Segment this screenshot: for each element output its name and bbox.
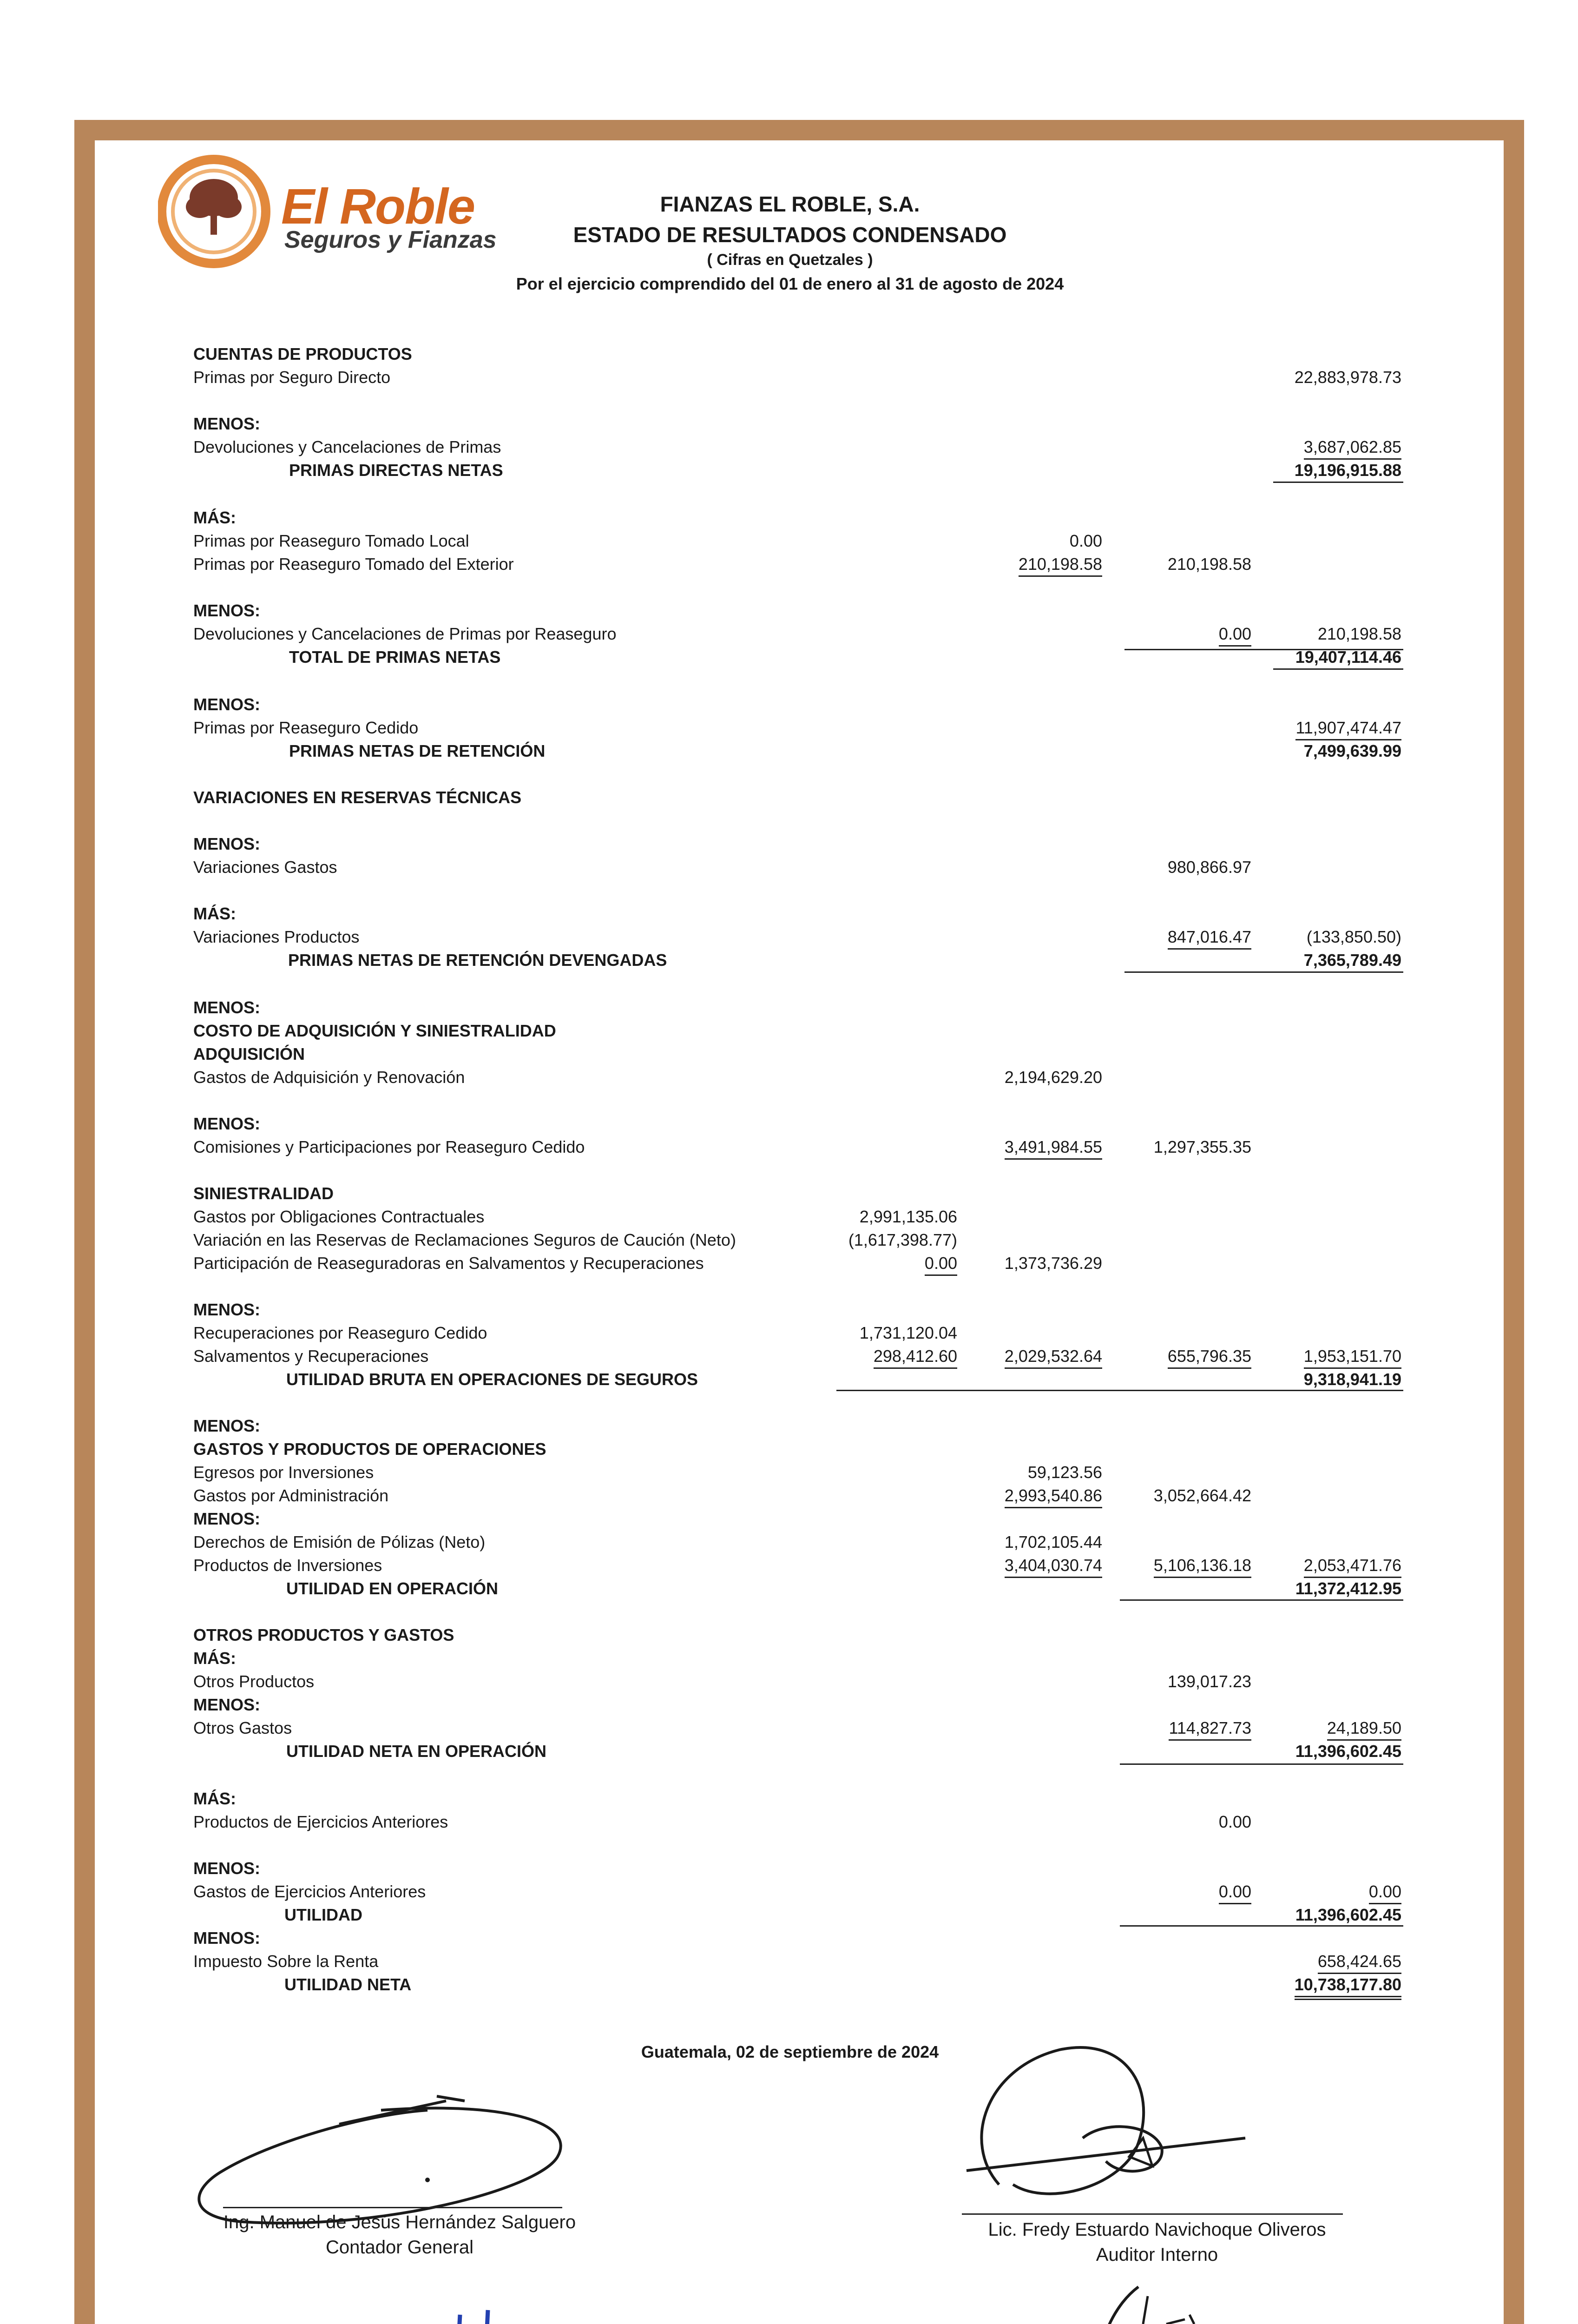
row-label: Egresos por Inversiones (193, 1463, 374, 1482)
row-label: COSTO DE ADQUISICIÓN Y SINIESTRALIDAD (193, 1021, 556, 1040)
row-label: Productos de Inversiones (193, 1556, 382, 1575)
statement-row (0, 600, 1578, 622)
row-label: MENOS: (193, 414, 260, 433)
signer-name: Lic. Fredy Estuardo Navichoque Oliveros (988, 2219, 1326, 2240)
row-label: MENOS: (193, 1695, 260, 1714)
amount-c4: 2,053,471.76 (1304, 1554, 1401, 1578)
statement-row (0, 1694, 1578, 1716)
row-label: Participación de Reaseguradoras en Salvamentos y Recuperaciones (193, 1254, 704, 1273)
amount-c4: 24,189.50 (1327, 1717, 1401, 1741)
total-rule (1124, 971, 1403, 973)
signer-name: Ing. Manuel de Jesús Hernández Salguero (223, 2212, 576, 2232)
row-label: Gastos de Adquisición y Renovación (193, 1068, 465, 1087)
row-label: MÁS: (193, 1789, 236, 1808)
statement-row (0, 1578, 1578, 1600)
company-name: FIANZAS EL ROBLE, S.A. (660, 192, 920, 216)
statement-row (0, 1881, 1578, 1903)
statement-row (0, 1811, 1578, 1833)
statement-row (0, 1229, 1578, 1251)
statement-row (0, 623, 1578, 645)
total-rule (836, 1390, 1403, 1391)
statement-row (0, 926, 1578, 948)
signature-presidente-icon (372, 2305, 576, 2324)
statement-row (0, 1368, 1578, 1391)
statement-row (0, 553, 1578, 575)
statement-row (0, 343, 1578, 365)
row-label: Derechos de Emisión de Pólizas (Neto) (193, 1532, 486, 1552)
statement-row (0, 1066, 1578, 1089)
row-label: Gastos por Obligaciones Contractuales (193, 1207, 485, 1226)
statement-row (0, 740, 1578, 762)
statement-row (0, 1717, 1578, 1739)
logo-wordmark: El Roble (281, 178, 475, 234)
row-label: Gastos por Administración (193, 1486, 389, 1505)
statement-row (0, 1182, 1578, 1205)
statement-row (0, 1974, 1578, 1996)
statement-row (0, 1020, 1578, 1042)
amount-c1: (1,617,398.77) (848, 1230, 957, 1249)
row-label: UTILIDAD BRUTA EN OPERACIONES DE SEGUROS (286, 1370, 698, 1389)
amount-c3: 5,106,136.18 (1154, 1554, 1251, 1578)
amount-c4: 11,907,474.47 (1295, 717, 1401, 740)
row-label: MENOS: (193, 834, 260, 853)
statement-row (0, 1345, 1578, 1367)
statement-row (0, 997, 1578, 1019)
amount-c4: 9,318,941.19 (1303, 1370, 1401, 1389)
row-label: Primas por Reaseguro Tomado Local (193, 531, 469, 550)
row-label: GASTOS Y PRODUCTOS DE OPERACIONES (193, 1439, 546, 1459)
row-label: Primas por Reaseguro Tomado del Exterior (193, 555, 514, 574)
amount-c4: 10,738,177.80 (1295, 1974, 1401, 2000)
amount-c1: 1,731,120.04 (859, 1323, 957, 1342)
amount-c2: 3,404,030.74 (1005, 1554, 1102, 1578)
signer-role: Contador General (326, 2237, 473, 2258)
row-label: Variaciones Productos (193, 927, 360, 946)
amount-c3: 847,016.47 (1168, 926, 1251, 950)
statement-row (0, 693, 1578, 716)
statement-row (0, 1857, 1578, 1880)
amount-c4: 0.00 (1369, 1881, 1401, 1904)
statement-row (0, 1670, 1578, 1693)
logo-tagline: Seguros y Fianzas (284, 226, 497, 253)
row-label: UTILIDAD NETA EN OPERACIÓN (286, 1742, 547, 1761)
statement-row (0, 833, 1578, 855)
row-label: Primas por Reaseguro Cedido (193, 718, 419, 737)
statement-row (0, 903, 1578, 925)
row-label: MÁS: (193, 508, 236, 527)
statement-row (0, 1624, 1578, 1646)
statement-row (0, 1113, 1578, 1135)
row-label: Otros Productos (193, 1672, 315, 1691)
row-label: MÁS: (193, 904, 236, 923)
row-label: MENOS: (193, 695, 260, 714)
amount-c3: 114,827.73 (1169, 1717, 1251, 1741)
signature-line (223, 2207, 562, 2208)
report-title: ESTADO DE RESULTADOS CONDENSADO (573, 223, 1007, 247)
amount-c4: 3,687,062.85 (1304, 436, 1401, 460)
amount-c2: 2,993,540.86 (1005, 1485, 1102, 1508)
amount-c2: 2,029,532.64 (1005, 1345, 1102, 1369)
statement-row (0, 1788, 1578, 1810)
statement-row (0, 1647, 1578, 1670)
amount-c2: 210,198.58 (1019, 553, 1102, 577)
amount-c4: 7,365,789.49 (1303, 951, 1401, 970)
signature-auditor-icon (957, 2031, 1255, 2226)
signature-gerente-icon (1059, 2278, 1245, 2324)
statement-row (0, 1136, 1578, 1158)
statement-row (0, 1461, 1578, 1484)
row-label: Devoluciones y Cancelaciones de Primas (193, 437, 501, 456)
row-label: Salvamentos y Recuperaciones (193, 1347, 429, 1366)
row-label: MENOS: (193, 1859, 260, 1878)
statement-row (0, 436, 1578, 458)
total-rule (1120, 1599, 1403, 1601)
report-period: Por el ejercicio comprendido del 01 de enero al 31 de agosto de 2024 (516, 274, 1064, 293)
amount-c3: 0.00 (1219, 623, 1251, 647)
amount-c4: 22,883,978.73 (1294, 368, 1401, 387)
currency-note: ( Cifras en Quetzales ) (707, 251, 873, 269)
row-label: ADQUISICIÓN (193, 1044, 305, 1063)
total-rule (1273, 668, 1403, 670)
row-label: VARIACIONES EN RESERVAS TÉCNICAS (193, 788, 522, 807)
amount-c1: 298,412.60 (874, 1345, 957, 1369)
amount-c1: 0.00 (925, 1252, 957, 1276)
amount-c3: 210,198.58 (1167, 555, 1251, 574)
row-label: Variación en las Reservas de Reclamaciones Seguros de Caución (Neto) (193, 1230, 736, 1249)
row-label: MENOS: (193, 1114, 260, 1133)
statement-row (0, 1322, 1578, 1344)
row-label: MENOS: (193, 601, 260, 620)
row-label: MENOS: (193, 1416, 260, 1435)
statement-row (0, 1252, 1578, 1274)
amount-c4: 658,424.65 (1318, 1950, 1401, 1974)
row-label: Variaciones Gastos (193, 858, 337, 877)
row-label: MENOS: (193, 1928, 260, 1948)
row-label: MENOS: (193, 998, 260, 1017)
amount-c4: (133,850.50) (1306, 927, 1401, 946)
total-rule (1120, 1925, 1403, 1927)
row-label: PRIMAS DIRECTAS NETAS (289, 461, 503, 480)
amount-c4: 11,372,412.95 (1295, 1579, 1401, 1598)
statement-row (0, 1206, 1578, 1228)
amount-c3: 0.00 (1218, 1812, 1251, 1831)
amount-c4: 11,396,602.45 (1295, 1742, 1401, 1761)
total-rule (1120, 1763, 1403, 1765)
row-label: UTILIDAD EN OPERACIÓN (286, 1579, 499, 1598)
statement-row (0, 530, 1578, 552)
amount-c3: 0.00 (1219, 1881, 1251, 1904)
row-label: Recuperaciones por Reaseguro Cedido (193, 1323, 487, 1342)
amount-c4: 11,396,602.45 (1295, 1905, 1401, 1924)
statement-row (0, 1485, 1578, 1507)
statement-row (0, 1927, 1578, 1949)
statement-row (0, 507, 1578, 529)
row-label: Impuesto Sobre la Renta (193, 1952, 379, 1971)
amount-c2: 3,491,984.55 (1005, 1136, 1102, 1160)
row-label: Comisiones y Participaciones por Reaseguro Cedido (193, 1137, 585, 1156)
amount-c2: 1,702,105.44 (1004, 1532, 1102, 1552)
statement-row (0, 1904, 1578, 1926)
statement-row (0, 1415, 1578, 1437)
row-label: Gastos de Ejercicios Anteriores (193, 1882, 426, 1901)
statement-row (0, 717, 1578, 739)
row-label: MÁS: (193, 1649, 236, 1668)
statement-row (0, 1554, 1578, 1577)
place-date: Guatemala, 02 de septiembre de 2024 (641, 2042, 939, 2061)
amount-c4: 19,196,915.88 (1294, 461, 1401, 480)
row-label: Primas por Seguro Directo (193, 368, 391, 387)
signer-role: Auditor Interno (1096, 2245, 1218, 2265)
statement-row (0, 949, 1578, 971)
statement-row (0, 1508, 1578, 1530)
statement-row (0, 459, 1578, 482)
row-label: Otros Gastos (193, 1718, 292, 1737)
row-label: UTILIDAD (284, 1905, 362, 1924)
amount-c2: 2,194,629.20 (1004, 1068, 1102, 1087)
total-rule (1124, 649, 1403, 650)
amount-c4: 1,953,151.70 (1304, 1345, 1401, 1369)
amount-c4: 19,407,114.46 (1295, 647, 1401, 667)
row-label: SINIESTRALIDAD (193, 1184, 334, 1203)
row-label: Productos de Ejercicios Anteriores (193, 1812, 448, 1831)
row-label: OTROS PRODUCTOS Y GASTOS (193, 1625, 454, 1644)
statement-row (0, 1043, 1578, 1065)
statement-row (0, 1299, 1578, 1321)
row-label: Devoluciones y Cancelaciones de Primas por Reaseguro (193, 624, 617, 643)
statement-row (0, 1531, 1578, 1553)
amount-c4: 7,499,639.99 (1303, 741, 1401, 760)
row-label: UTILIDAD NETA (284, 1975, 412, 1994)
amount-c3: 980,866.97 (1167, 858, 1251, 877)
statement-row (0, 856, 1578, 878)
row-label: TOTAL DE PRIMAS NETAS (289, 647, 501, 667)
statement-row (0, 413, 1578, 435)
statement-row (0, 1950, 1578, 1973)
statement-row (0, 1438, 1578, 1460)
statement-row (0, 366, 1578, 389)
signature-line (962, 2213, 1343, 2215)
amount-c2: 0.00 (1069, 531, 1102, 550)
amount-c4: 210,198.58 (1317, 624, 1401, 643)
amount-c3: 1,297,355.35 (1153, 1137, 1251, 1156)
amount-c1: 2,991,135.06 (859, 1207, 957, 1226)
statement-row (0, 1740, 1578, 1763)
amount-c2: 59,123.56 (1027, 1463, 1102, 1482)
total-rule (1273, 482, 1403, 483)
amount-c3: 3,052,664.42 (1153, 1486, 1251, 1505)
row-label: MENOS: (193, 1509, 260, 1528)
amount-c2: 1,373,736.29 (1004, 1254, 1102, 1273)
amount-c3: 139,017.23 (1167, 1672, 1251, 1691)
row-label: PRIMAS NETAS DE RETENCIÓN (289, 741, 546, 760)
row-label: PRIMAS NETAS DE RETENCIÓN DEVENGADAS (288, 951, 667, 970)
amount-c3: 655,796.35 (1168, 1345, 1251, 1369)
statement-row (0, 786, 1578, 809)
row-label: MENOS: (193, 1300, 260, 1319)
row-label: CUENTAS DE PRODUCTOS (193, 344, 412, 363)
